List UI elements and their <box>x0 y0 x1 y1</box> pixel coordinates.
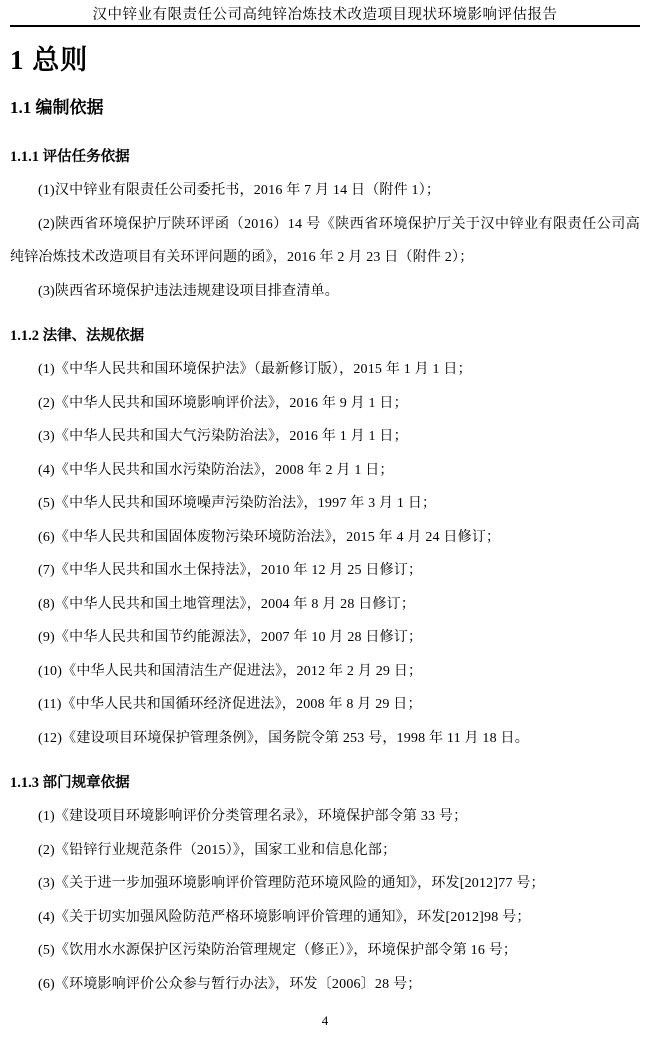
paragraph-law-12: (12)《建设项目环境保护管理条例》，国务院令第 253 号，1998 年 11 月 18 日。 <box>38 730 529 746</box>
paragraph-law-9: (9)《中华人民共和国节约能源法》，2007 年 10 月 28 日修订； <box>38 630 423 645</box>
paragraph-law-7: (7)《中华人民共和国水土保持法》，2010 年 12 月 25 日修订； <box>38 563 423 578</box>
paragraph-law-1: (1)《中华人民共和国环境保护法》（最新修订版），2015 年 1 月 1 日； <box>38 362 472 377</box>
paragraph-law-5: (5)《中华人民共和国环境噪声污染防治法》，1997 年 3 月 1 日； <box>38 496 437 511</box>
subsection-title-1-1-2: 1.1.2 法律、法规依据 <box>10 328 145 344</box>
paragraph-law-8: (8)《中华人民共和国土地管理法》，2004 年 8 月 28 日修订； <box>38 596 416 612</box>
page-number: 4 <box>321 1013 329 1028</box>
paragraph-law-4: (4)《中华人民共和国水污染防治法》，2008 年 2 月 1 日； <box>38 462 394 478</box>
paragraph-law-2: (2)《中华人民共和国环境影响评价法》，2016 年 9 月 1 日； <box>38 395 408 411</box>
header-title: 汉中锌业有限责任公司高纯锌冶炼技术改造项目现状环境影响评估报告 <box>92 7 558 23</box>
paragraph-regulation-1: (1)《建设项目环境影响评价分类管理名录》，环境保护部令第 33 号； <box>38 809 468 824</box>
paragraph-task-basis-3: (3)陕西省环境保护违法违规建设项目排查清单。 <box>38 283 339 299</box>
paragraph-law-3: (3)《中华人民共和国大气污染防治法》，2016 年 1 月 1 日； <box>38 429 408 444</box>
paragraph-regulation-5: (5)《饮用水水源保护区污染防治管理规定（修正）》，环境保护部令第 16 号； <box>38 943 518 958</box>
paragraph-task-basis-2: (2)陕西省环境保护厅陕环评函（2016）14 号《陕西省环境保护厅关于汉中锌业有限责任公司高纯锌冶炼技术改造项目有关环评问题的函》，2016 年 2 月 23 日（附件 2）； <box>10 216 640 265</box>
paragraph-regulation-4: (4)《关于切实加强风险防范严格环境影响评价管理的通知》，环发[2012]98 号； <box>38 909 531 925</box>
page-header <box>10 0 640 27</box>
paragraph-task-basis-1: (1)汉中锌业有限责任公司委托书，2016 年 7 月 14 日（附件 1）； <box>38 183 441 198</box>
chapter-title: 1 总则 <box>10 45 89 75</box>
paragraph-regulation-3: (3)《关于进一步加强环境影响评价管理防范环境风险的通知》，环发[2012]77 号； <box>38 876 545 891</box>
subsection-title-1-1-1: 1.1.1 评估任务依据 <box>10 149 130 165</box>
paragraph-regulation-2: (2)《铅锌行业规范条件（2015）》，国家工业和信息化部； <box>38 842 397 858</box>
section-title: 1.1 编制依据 <box>10 98 104 117</box>
paragraph-law-10: (10)《中华人民共和国清洁生产促进法》，2012 年 2 月 29 日； <box>38 663 423 679</box>
subsection-title-1-1-3: 1.1.3 部门规章依据 <box>10 775 130 791</box>
page-footer <box>0 1013 650 1029</box>
paragraph-law-6: (6)《中华人民共和国固体废物污染环境防治法》，2015 年 4 月 24 日修订； <box>38 529 501 545</box>
paragraph-regulation-6: (6)《环境影响评价公众参与暂行办法》，环发〔2006〕28 号； <box>38 976 422 992</box>
paragraph-law-11: (11)《中华人民共和国循环经济促进法》，2008 年 8 月 29 日； <box>38 697 422 712</box>
